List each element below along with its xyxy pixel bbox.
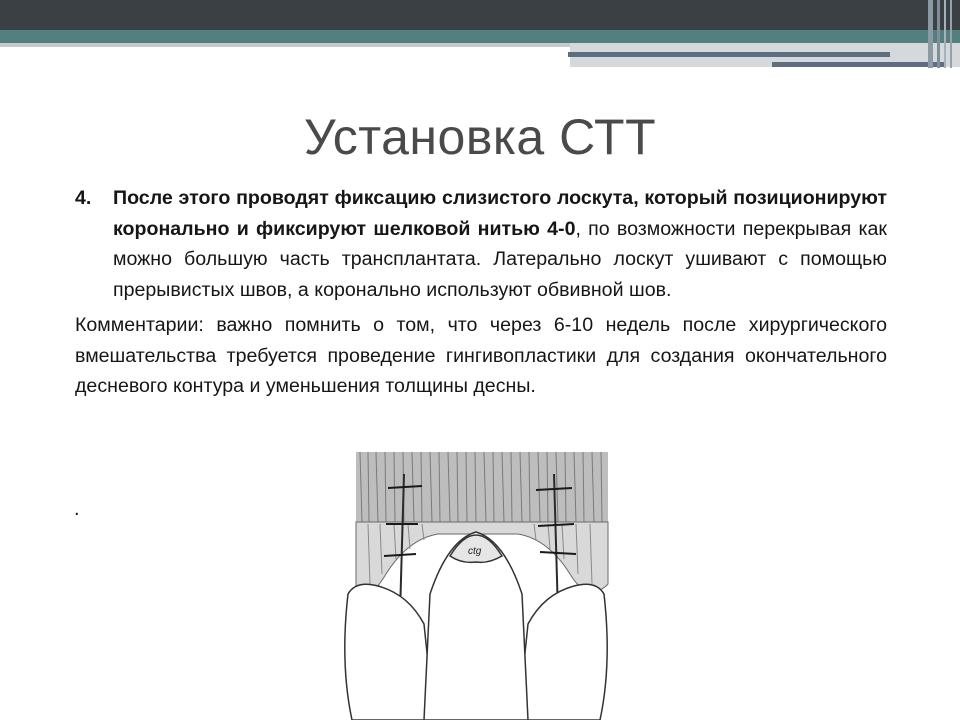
header-accent-line-short bbox=[772, 62, 944, 67]
header-vertical-bar bbox=[937, 0, 940, 68]
slide-title: Установка СТТ bbox=[303, 109, 657, 165]
header-teal-band bbox=[0, 30, 960, 43]
item-number: 4. bbox=[75, 187, 92, 209]
item-bold-text: После этого проводят фиксацию слизистого лоскута, который позиционируют коронально и фиксируют шелковой нитью 4-0 bbox=[113, 187, 887, 240]
header-vertical-bar bbox=[928, 0, 933, 68]
header-vertical-bar bbox=[950, 0, 952, 68]
header-accent-line bbox=[568, 52, 890, 57]
comment-paragraph: Комментарии: важно помнить о том, что через 6-10 недель после хирургического вмешательства требуется проведение гингивопластики для создания окончательного десневого контура и уменьшения толщины десны. bbox=[75, 314, 887, 397]
tooth-suture-drawing bbox=[338, 444, 614, 720]
header-vertical-bar bbox=[944, 0, 946, 68]
header-dark-band bbox=[0, 0, 960, 30]
header-grey-band bbox=[0, 43, 570, 47]
slide-body bbox=[75, 183, 887, 402]
figure-label: ctg bbox=[468, 546, 482, 557]
item-text: , по возможности перекрывая как можно большую часть трансплантата. Латерально лоскут ушивают с помощью прерывистых швов, а коронально используют обвивной шов. bbox=[113, 217, 887, 301]
surgical-illustration bbox=[338, 444, 614, 720]
stray-dot: . bbox=[74, 498, 80, 520]
numbered-item bbox=[75, 183, 887, 305]
